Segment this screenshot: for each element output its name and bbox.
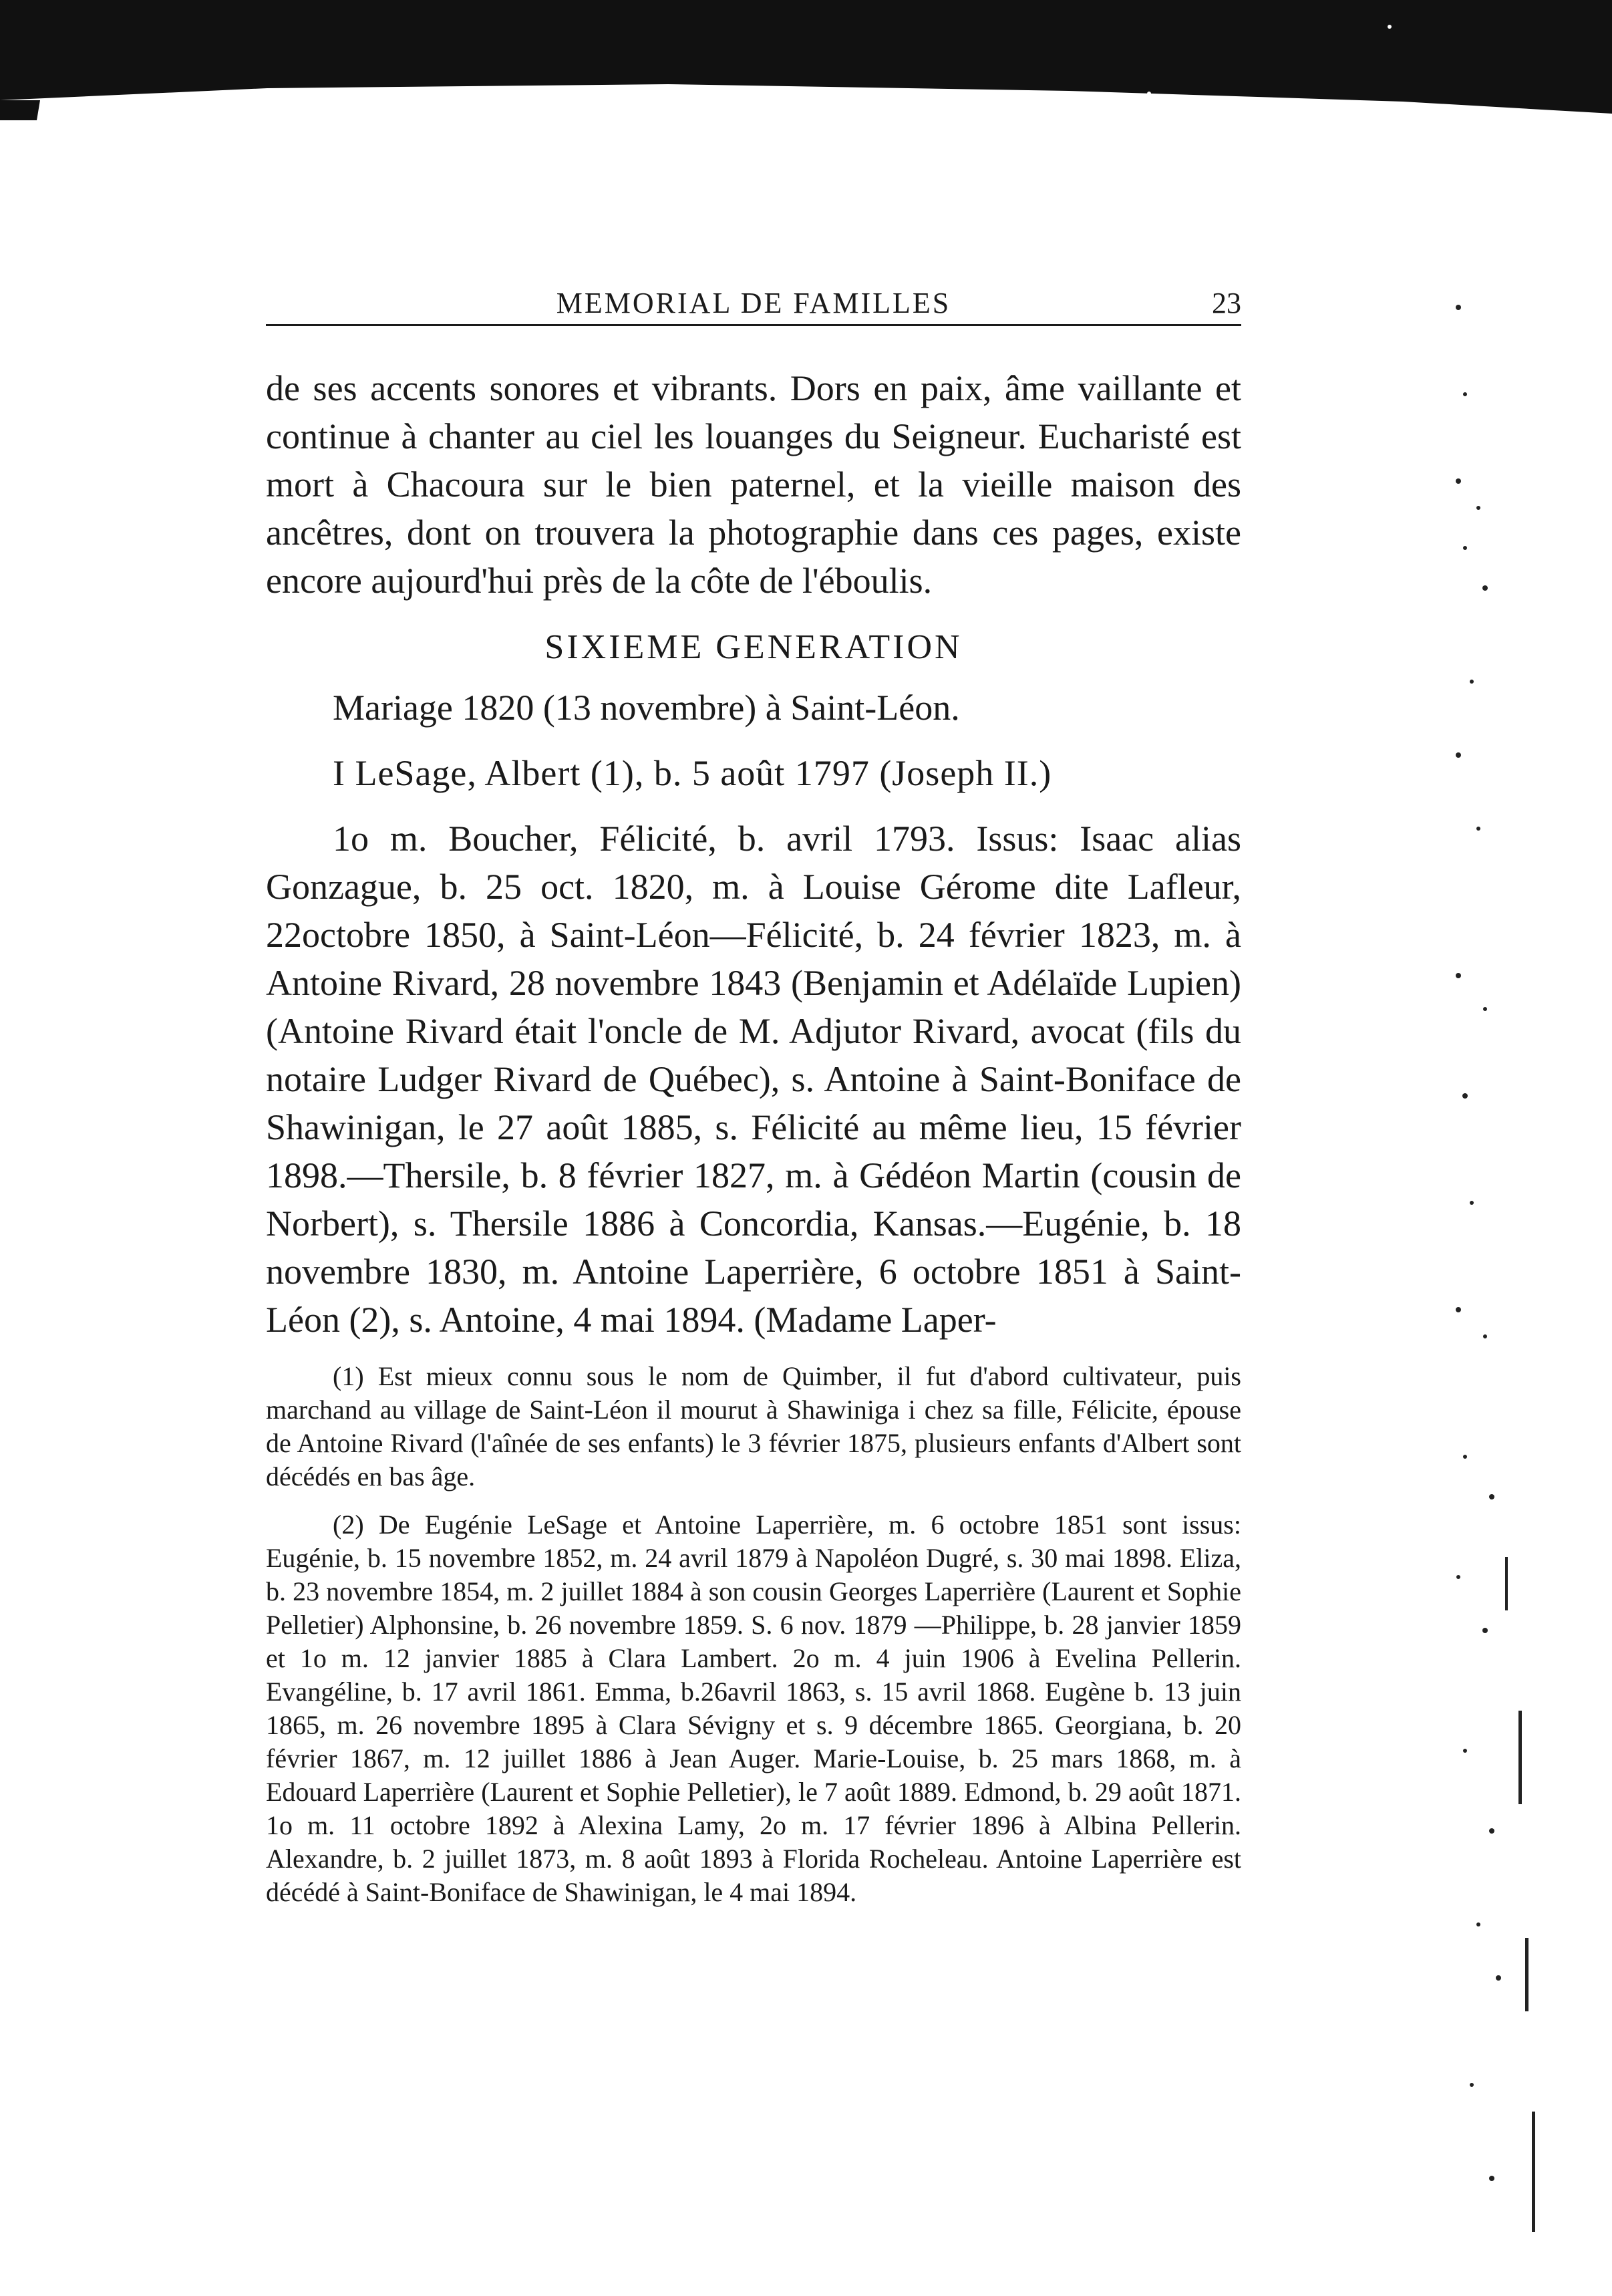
scan-edge-bar — [0, 0, 1612, 120]
page-number: 23 — [1212, 287, 1241, 319]
header-rule — [266, 324, 1241, 326]
footnote-2: (2) De Eugénie LeSage et Antoine Laperrière, m. 6 octobre 1851 sont issus: Eugénie, b. 15 novembre 1852, m. 24 avril 1879 à Napoléon Dugré, s. 30 mai 1898. Eliza, b. 23 novembre 1854, m. 2 juillet 1884 à son cousin Georges Laperrière (Laurent et Sophie Pelletier) Alphonsine, b. 26 novembre 1859. S. 6 nov. 1879 —Philippe, b. 28 janvier 1859 et 1o m. 12 janvier 1885 à Clara Lambert. 2o m. 4 juin 1906 à Evelina Pellerin. Evangéline, b. 17 avril 1861. Emma, b.26avril 1863, s. 15 avril 1868. Eugène b. 13 juin 1865, m. 26 novembre 1895 à Clara Sévigny et s. 9 décembre 1865. Georgiana, b. 20 février 1867, m. 12 juillet 1886 à Jean Auger. Marie-Louise, b. 25 mars 1868, m. à Edouard Laperrière (Laurent et Sophie Pelletier), le 7 août 1889. Edmond, b. 29 août 1871. 1o m. 11 octobre 1892 à Alexina Lamy, 2o m. 17 février 1896 à Albina Pellerin. Alexandre, b. 2 juillet 1873, m. 8 août 1893 à Florida Rocheleau. Antoine Laperrière est décédé à Saint-Boniface de Shawinigan, le 4 mai 1894. — [266, 1510, 1241, 1907]
footnote-1: (1) Est mieux connu sous le nom de Quimber, il fut d'abord cultivateur, puis marchand au village de Saint-Léon il mourut à Shawiniga i chez sa fille, Félicite, épouse de Antoine Rivard (l'aînée de ses enfants) le 3 février 1875, plusieurs enfants d'Albert sont décédés en bas âge. — [266, 1361, 1241, 1491]
genealogy-entry-body: 1o m. Boucher, Félicité, b. avril 1793. Issus: Isaac alias Gonzague, b. 25 oct. 1820, m. à Louise Gérome dite Lafleur, 22octobre 1850, à Saint-Léon—Félicité, b. 24 février 1823, m. à Antoine Rivard, 28 novembre 1843 (Benjamin et Adélaïde Lupien) (Antoine Rivard était l'oncle de M. Adjutor Rivard, avocat (fils du notaire Ludger Rivard de Québec), s. Antoine à Saint-Boniface de Shawinigan, le 27 août 1885, s. Félicité au même lieu, 15 février 1898.—Thersile, b. 8 février 1827, m. à Gédéon Martin (cousin de Norbert), s. Thersile 1886 à Concordia, Kansas.—Eugénie, b. 18 novembre 1830, m. Antoine Laperrière, 6 octobre 1851 à Saint-Léon (2), s. Antoine, 4 mai 1894. (Madame Laper- — [266, 819, 1241, 1340]
marriage-line: Mariage 1820 (13 novembre) à Saint-Léon. — [333, 688, 960, 728]
running-head — [266, 281, 1241, 327]
genealogy-entry-head: I LeSage, Albert (1), b. 5 août 1797 (Joseph II.) — [333, 753, 1052, 793]
footnotes — [266, 1360, 1241, 1924]
section-heading: SIXIEME GENERATION — [544, 628, 963, 666]
margin-scan-specks — [1438, 267, 1612, 2272]
main-text — [266, 364, 1241, 1344]
opening-paragraph: de ses accents sonores et vibrants. Dors en paix, âme vaillante et continue à chanter au ciel les louanges du Seigneur. Eucharisté est mort à Chacoura sur le bien paternel, et la vieille maison des ancêtres, dont on trouvera la photographie dans ces pages, existe encore aujourd'hui près de la côte de l'éboulis. — [266, 368, 1241, 601]
running-title: MEMORIAL DE FAMILLES — [556, 287, 951, 319]
